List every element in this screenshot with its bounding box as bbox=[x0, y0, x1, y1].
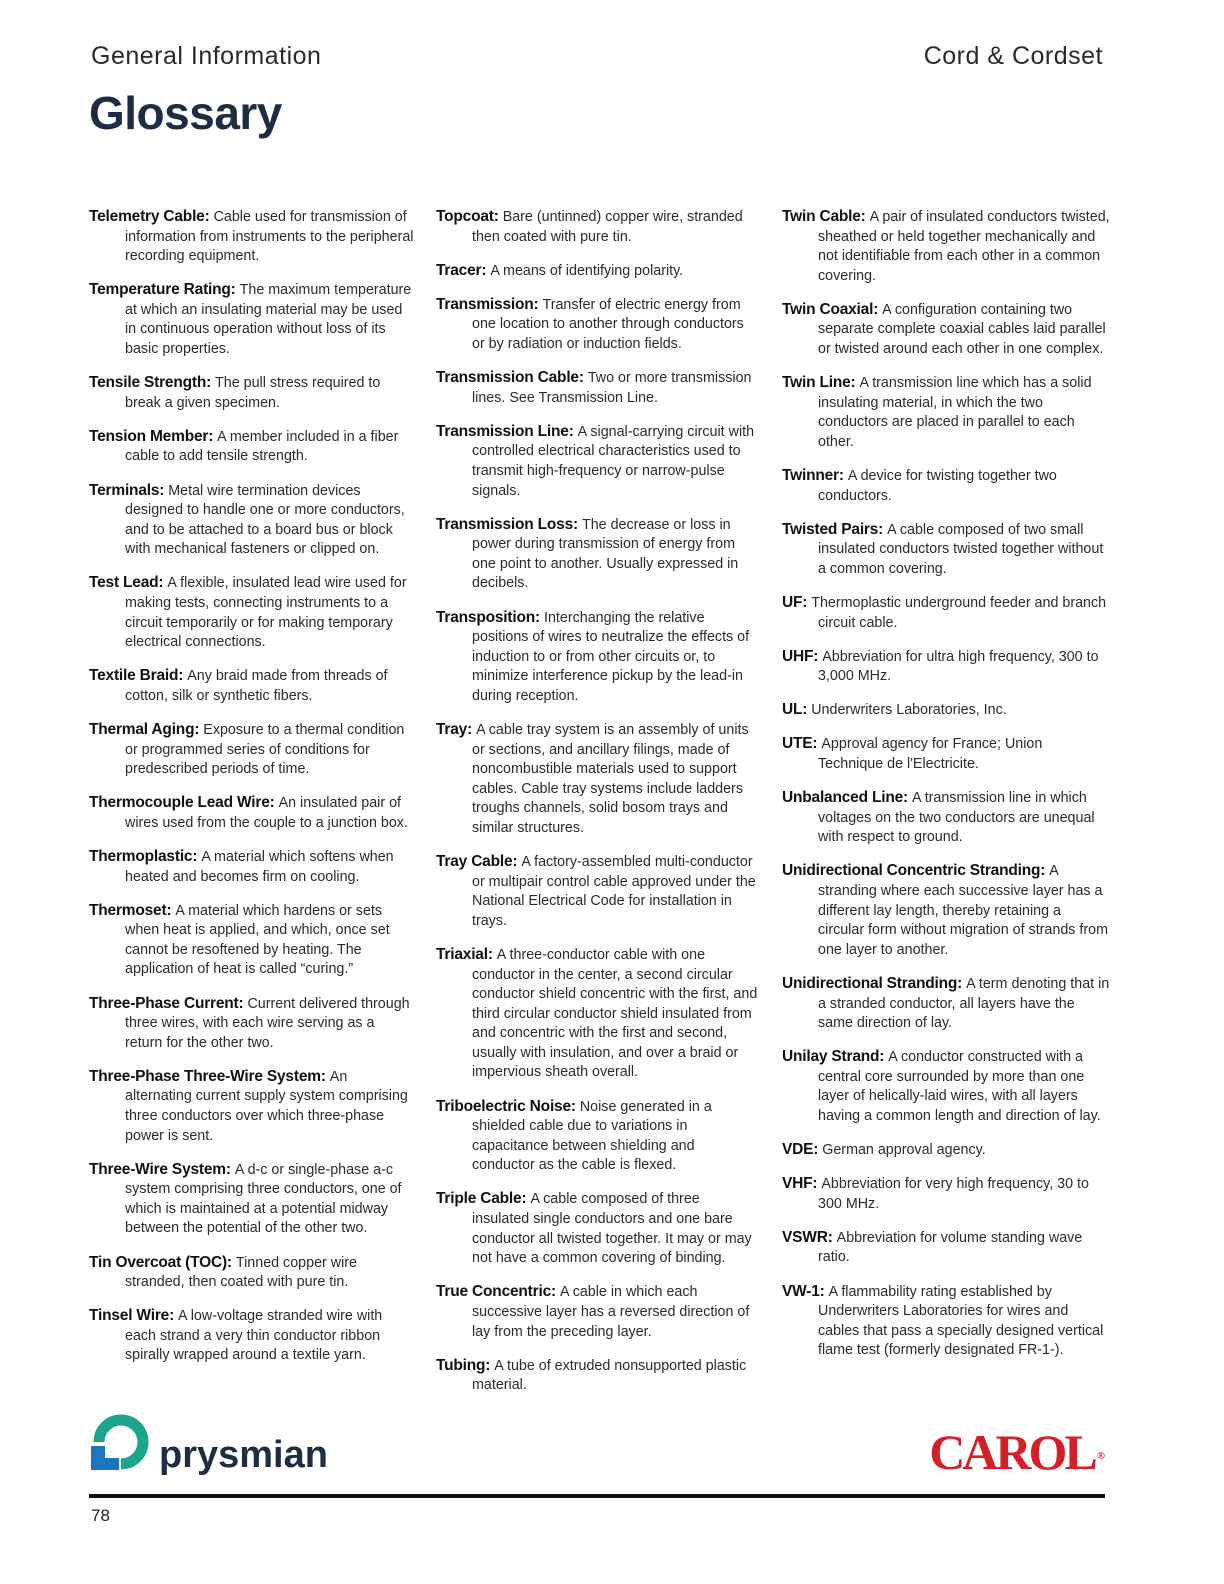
glossary-term: Thermocouple Lead Wire: bbox=[89, 794, 275, 812]
glossary-definition: The pull stress required to break a given specimen. bbox=[125, 375, 381, 411]
prysmian-logo-mark bbox=[89, 1412, 349, 1478]
glossary-term: Transmission Loss: bbox=[436, 515, 578, 533]
glossary-term: Unidirectional Stranding: bbox=[782, 974, 963, 992]
glossary-term: Twin Line: bbox=[782, 374, 856, 392]
glossary-term: Thermal Aging: bbox=[89, 720, 200, 738]
glossary-entry bbox=[782, 1282, 1110, 1361]
glossary-definition: A d-c or single-phase a-c system comprising three conductors, one of which is maintained at a potential midway between the potential of the other two. bbox=[125, 1161, 402, 1237]
glossary-definition: A configuration containing two separate complete coaxial cables laid parallel or twisted around each other in one complex. bbox=[818, 301, 1106, 358]
glossary-term: Tracer: bbox=[436, 261, 487, 279]
glossary-entry bbox=[782, 1174, 1110, 1214]
footer-rule bbox=[89, 1494, 1105, 1498]
glossary-term: Textile Braid: bbox=[89, 667, 184, 685]
glossary-entry bbox=[436, 207, 760, 247]
glossary-term: Three-Wire System: bbox=[89, 1160, 231, 1178]
glossary-term: Tension Member: bbox=[89, 427, 214, 445]
glossary-entry bbox=[89, 573, 414, 652]
glossary-entry bbox=[89, 280, 414, 359]
glossary-entry bbox=[782, 593, 1110, 633]
glossary-definition: Current delivered through three wires, with each wire serving as a return for the other two. bbox=[125, 995, 410, 1051]
glossary-definition: A flexible, insulated lead wire used for making tests, connecting instruments to a circuit temporarily or for making temporary electrical connections. bbox=[125, 575, 407, 651]
glossary-term: Three-Phase Current: bbox=[89, 994, 244, 1012]
glossary-term: Tin Overcoat (TOC): bbox=[89, 1253, 232, 1271]
glossary-entry bbox=[436, 295, 760, 355]
glossary-definition: Cable used for transmission of information from instruments to the peripheral recording equipment. bbox=[125, 209, 414, 265]
registered-mark: ® bbox=[1096, 1450, 1105, 1462]
glossary-entry bbox=[436, 261, 760, 282]
glossary-definition: Thermoplastic underground feeder and branch circuit cable. bbox=[811, 595, 1107, 631]
glossary-definition: A term denoting that in a stranded conductor, all layers have the same direction of lay. bbox=[818, 975, 1110, 1032]
glossary-entry bbox=[782, 207, 1110, 286]
glossary-column-1 bbox=[89, 207, 414, 1380]
glossary-entry bbox=[89, 427, 414, 467]
glossary-definition: A material which softens when heated and becomes firm on cooling. bbox=[125, 848, 394, 885]
glossary-definition: Abbreviation for volume standing wave ratio. bbox=[818, 1229, 1083, 1266]
glossary-definition: A cable composed of three insulated single conductors and one bare conductor all twisted together. It may or may not have a common covering of binding. bbox=[472, 1191, 752, 1267]
page-number: 78 bbox=[91, 1506, 110, 1525]
glossary-term: Triple Cable: bbox=[436, 1190, 527, 1208]
glossary-entry bbox=[89, 1306, 414, 1366]
glossary-term: Telemetry Cable: bbox=[89, 208, 210, 225]
glossary-entry bbox=[89, 994, 414, 1054]
glossary-term: UHF: bbox=[782, 647, 819, 665]
glossary-term: Tray Cable: bbox=[436, 853, 518, 871]
glossary-term: Tinsel Wire: bbox=[89, 1307, 175, 1325]
prysmian-logo-text: prysmian bbox=[159, 1434, 328, 1476]
glossary-definition: An insulated pair of wires used from the couple to a junction box. bbox=[125, 795, 408, 831]
glossary-definition: German approval agency. bbox=[822, 1142, 986, 1159]
glossary-entry bbox=[89, 373, 414, 413]
glossary-term: Transmission Cable: bbox=[436, 369, 584, 387]
glossary-definition: A factory-assembled multi-conductor or multipair control cable approved under the National Electrical Code for installation in trays. bbox=[472, 854, 756, 929]
glossary-term: VDE: bbox=[782, 1141, 819, 1159]
glossary-definition: Underwriters Laboratories, Inc. bbox=[811, 702, 1007, 719]
category-label: Cord & Cordset bbox=[923, 42, 1103, 70]
glossary-definition: A tube of extruded nonsupported plastic material. bbox=[472, 1357, 747, 1394]
glossary-entry bbox=[89, 720, 414, 780]
glossary-definition: Abbreviation for very high frequency, 30 to 300 MHz. bbox=[818, 1176, 1089, 1212]
glossary-entry bbox=[782, 520, 1110, 580]
glossary-entry bbox=[89, 481, 414, 560]
glossary-entry bbox=[782, 466, 1110, 506]
glossary-entry bbox=[436, 515, 760, 594]
glossary-definition: A signal-carrying circuit with controlled electrical characteristics used to transmit high-frequency or narrow-pulse signals. bbox=[472, 423, 755, 499]
glossary-term: UTE: bbox=[782, 735, 818, 753]
glossary-definition: A device for twisting together two conductors. bbox=[818, 468, 1057, 504]
glossary-entry bbox=[436, 1189, 760, 1268]
glossary-term: Three-Phase Three-Wire System: bbox=[89, 1067, 326, 1085]
glossary-entry bbox=[782, 300, 1110, 360]
glossary-term: Tubing: bbox=[436, 1356, 491, 1374]
glossary-entry bbox=[782, 861, 1110, 960]
glossary-entry bbox=[436, 852, 760, 931]
glossary-definition: Exposure to a thermal condition or programmed series of conditions for predescribed periods of time. bbox=[125, 721, 405, 778]
glossary-term: Topcoat: bbox=[436, 208, 499, 225]
glossary-definition: Abbreviation for ultra high frequency, 300 to 3,000 MHz. bbox=[818, 648, 1099, 685]
glossary-definition: Bare (untinned) copper wire, stranded then coated with pure tin. bbox=[472, 209, 743, 245]
glossary-definition: Transfer of electric energy from one location to another through conductors or by radiation or induction fields. bbox=[472, 296, 744, 352]
glossary-entry bbox=[89, 666, 414, 706]
glossary-definition: The decrease or loss in power during transmission of energy from one point to another. Usually expressed in decibels. bbox=[472, 516, 739, 592]
glossary-definition: Approval agency for France; Union Technique de l'Electricite. bbox=[818, 736, 1043, 773]
glossary-term: Twisted Pairs: bbox=[782, 520, 884, 538]
glossary-term: Thermoset: bbox=[89, 901, 172, 919]
glossary-definition: A three-conductor cable with one conductor in the center, a second circular conductor shield concentric with the first, and third circular conductor shield insulated from and concentric with the first and second, usually with insulation, and over a braid or impervious sheath overall. bbox=[472, 946, 758, 1081]
glossary-entry bbox=[89, 847, 414, 887]
glossary-term: Triboelectric Noise: bbox=[436, 1097, 576, 1115]
glossary-term: UF: bbox=[782, 594, 808, 611]
glossary-definition: Two or more transmission lines. See Transmission Line. bbox=[472, 370, 752, 406]
glossary-term: UL: bbox=[782, 701, 808, 719]
glossary-term: Transmission Line: bbox=[436, 422, 574, 440]
glossary-definition: Any braid made from threads of cotton, silk or synthetic fibers. bbox=[125, 668, 388, 704]
section-label: General Information bbox=[91, 42, 322, 70]
glossary-term: Thermoplastic: bbox=[89, 847, 198, 865]
glossary-definition: An alternating current supply system comprising three conductors over which three-phase power is sent. bbox=[125, 1068, 408, 1144]
glossary-definition: Metal wire termination devices designed to handle one or more conductors, and to be attached to a board bus or block with mechanical fasteners or clipped on. bbox=[125, 482, 405, 558]
glossary-definition: The maximum temperature at which an insulating material may be used in continuous operation without loss of its basic properties. bbox=[125, 282, 412, 358]
glossary-term: True Concentric: bbox=[436, 1283, 556, 1301]
glossary-entry bbox=[436, 368, 760, 408]
glossary-definition: A cable in which each successive layer has a reversed direction of lay from the preceding layer. bbox=[472, 1284, 750, 1340]
glossary-entry bbox=[782, 373, 1110, 452]
glossary-definition: A low-voltage stranded wire with each strand a very thin conductor ribbon spirally wrapped around a textile yarn. bbox=[125, 1308, 383, 1364]
glossary-term: Triaxial: bbox=[436, 945, 493, 963]
glossary-term: Twin Coaxial: bbox=[782, 300, 879, 318]
glossary-entry bbox=[436, 1282, 760, 1342]
glossary-entry bbox=[89, 793, 414, 833]
glossary-entry bbox=[436, 945, 760, 1083]
glossary-column-2 bbox=[436, 207, 760, 1409]
glossary-term: Unbalanced Line: bbox=[782, 789, 908, 807]
glossary-entry bbox=[436, 608, 760, 707]
glossary-entry bbox=[89, 1253, 414, 1293]
prysmian-logo bbox=[89, 1412, 349, 1478]
glossary-definition: A material which hardens or sets when heat is applied, and which, once set cannot be resoftened by heating. The application of heat is called “curing.” bbox=[125, 902, 390, 978]
glossary-entry bbox=[436, 1356, 760, 1396]
glossary-term: VSWR: bbox=[782, 1228, 833, 1246]
glossary-definition: A pair of insulated conductors twisted, sheathed or held together mechanically and not identifiable from each other in a common covering. bbox=[818, 209, 1110, 284]
glossary-entry bbox=[782, 647, 1110, 687]
glossary-term: Twinner: bbox=[782, 467, 844, 485]
glossary-definition: A transmission line which has a solid insulating material, in which the two conductors are placed in parallel to each other. bbox=[818, 375, 1092, 450]
glossary-definition: A stranding where each successive layer has a different lay length, thereby retaining a circular form without migration of strands from one layer to another. bbox=[818, 863, 1109, 958]
glossary-term: Unidirectional Concentric Stranding: bbox=[782, 862, 1046, 880]
glossary-term: VW-1: bbox=[782, 1282, 825, 1300]
glossary-definition: Interchanging the relative positions of wires to neutralize the effects of induction to or from other circuits or, to minimize interference pickup by the lead-in during reception. bbox=[472, 609, 750, 704]
glossary-term: Terminals: bbox=[89, 481, 165, 499]
glossary-definition: A member included in a fiber cable to add tensile strength. bbox=[125, 428, 399, 465]
glossary-entry bbox=[89, 1067, 414, 1146]
glossary-entry bbox=[782, 1140, 1110, 1161]
glossary-definition: A cable tray system is an assembly of units or sections, and ancillary filings, made of noncombustible materials used to support cables. Cable tray systems include ladders troughs channels, solid bosom trays and similar structures. bbox=[472, 721, 749, 836]
glossary-term: Twin Cable: bbox=[782, 208, 866, 225]
glossary-entry bbox=[436, 422, 760, 501]
glossary-definition: A means of identifying polarity. bbox=[490, 262, 684, 279]
glossary-term: Transmission: bbox=[436, 295, 539, 313]
glossary-definition: A flammability rating established by Underwriters Laboratories for wires and cables that pass a specially designed vertical flame test (formerly designated FR-1-). bbox=[818, 1283, 1104, 1359]
glossary-entry bbox=[782, 788, 1110, 848]
glossary-entry bbox=[89, 901, 414, 980]
glossary-term: Tray: bbox=[436, 720, 473, 738]
glossary-definition: Noise generated in a shielded cable due to variations in capacitance between shielding and conductor as the cable is flexed. bbox=[472, 1098, 712, 1174]
carol-logo bbox=[929, 1424, 1105, 1480]
glossary-entry bbox=[89, 207, 414, 267]
glossary-term: Unilay Strand: bbox=[782, 1048, 885, 1066]
glossary-term: Test Lead: bbox=[89, 574, 164, 592]
glossary-entry bbox=[782, 1228, 1110, 1268]
glossary-entry bbox=[782, 700, 1110, 721]
glossary-term: Temperature Rating: bbox=[89, 281, 236, 299]
glossary-definition: A conductor constructed with a central core surrounded by more than one layer of helically-laid wires, with all layers having a common length and direction of lay. bbox=[818, 1049, 1101, 1124]
glossary-definition: Tinned copper wire stranded, then coated with pure tin. bbox=[125, 1254, 357, 1291]
glossary-column-3 bbox=[782, 207, 1110, 1374]
glossary-entry bbox=[782, 974, 1110, 1034]
glossary-term: VHF: bbox=[782, 1175, 818, 1193]
page-title: Glossary bbox=[89, 87, 282, 139]
glossary-entry bbox=[89, 1160, 414, 1239]
glossary-entry bbox=[436, 720, 760, 839]
glossary-term: Tensile Strength: bbox=[89, 374, 212, 392]
glossary-definition: A transmission line in which voltages on the two conductors are unequal with respect to ground. bbox=[818, 790, 1095, 846]
glossary-entry bbox=[782, 734, 1110, 774]
glossary-term: Transposition: bbox=[436, 608, 540, 626]
glossary-entry bbox=[436, 1097, 760, 1176]
glossary-definition: A cable composed of two small insulated conductors twisted together without a common covering. bbox=[818, 521, 1104, 577]
carol-logo-text: CAROL bbox=[929, 1424, 1095, 1480]
glossary-entry bbox=[782, 1047, 1110, 1126]
